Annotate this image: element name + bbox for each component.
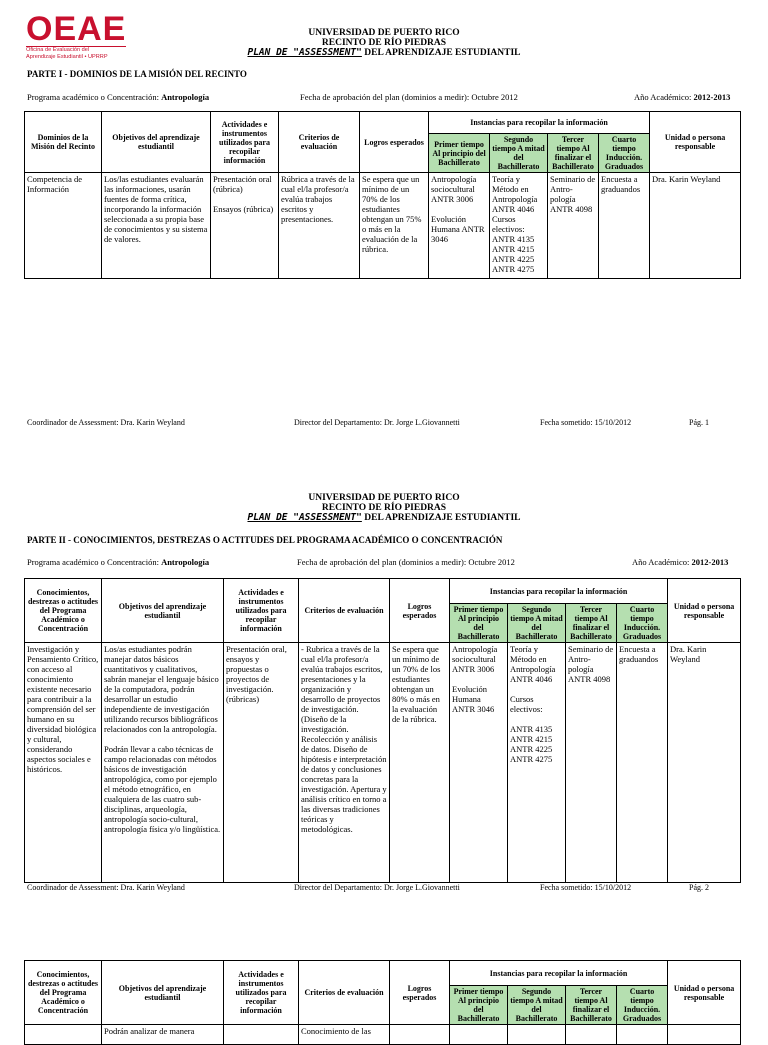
programa-label: Programa académico o Concentración: — [27, 92, 162, 102]
plan-title-suffix: DEL APRENDIZAJE ESTUDIANTIL — [361, 48, 521, 58]
header-campus-2: RECINTO DE RÍO PIEDRAS — [321, 503, 447, 513]
page-number-2: Pág. 2 — [689, 883, 709, 892]
logo-mark: OEAE — [26, 10, 127, 48]
plan-title-prefix-2: PLAN DE "ASSESSMENT" — [247, 512, 362, 523]
cell-cuarto-tiempo-2: Encuesta a graduandos — [617, 643, 668, 883]
col-conocimientos: Conocimientos, destrezas o actitudes del Programa Académico o Concentración — [25, 579, 102, 643]
programa-value: Antropología — [161, 92, 210, 102]
logo-line-1: Oficina de Evaluación del — [26, 46, 126, 54]
parte-title-2: PARTE II - CONOCIMIENTOS, DESTREZAS O ACTITUDES DEL PROGRAMA ACADÉMICO O CONCENTRACIÓN — [27, 535, 503, 545]
cell-segundo-tiempo-2: Teoría y Método en Antropología ANTR 4046 Cursos electivos: ANTR 4135 ANTR 4215 ANTR 4225 ANTR 4275 — [508, 643, 566, 883]
cell-conocimiento-3 — [25, 1025, 102, 1045]
col-objetivos-2: Objetivos del aprendizaje estudiantil — [102, 579, 224, 643]
header-campus: RECINTO DE RÍO PIEDRAS — [321, 38, 447, 48]
col-objetivos-3: Objetivos del aprendizaje estudiantil — [102, 961, 224, 1025]
cell-cuarto-tiempo: Encuesta a graduandos — [599, 173, 650, 279]
anio-label: Año Académico: — [634, 92, 694, 102]
cell-tercer-tiempo-3 — [566, 1025, 617, 1045]
col-dominios: Dominios de la Misión del Recinto — [25, 112, 102, 173]
cell-responsable-2: Dra. Karin Weyland — [668, 643, 741, 883]
sub-tercer-tiempo: Tercer tiempo Al finalizar el Bachillerato — [548, 134, 599, 173]
cell-conocimiento: Investigación y Pensamiento Crítico, con acceso al conocimiento existente necesario para contribuir a la comprensión del ser humano en su diversidad biológica y cultural, considerando aspectos sociales e históricos. — [25, 643, 102, 883]
plan-title-prefix: PLAN DE "ASSESSMENT" — [247, 47, 362, 58]
programa-value-2: Antropología — [161, 557, 210, 567]
sub-primer-tiempo-3: Primer tiempo Al principio del Bachillerato — [450, 986, 508, 1025]
cell-primer-tiempo-2: Antropología sociocultural ANTR 3006 Evolución Humana ANTR 3046 — [450, 643, 508, 883]
anio-label-2: Año Académico: — [632, 557, 692, 567]
footer-coordinador-2: Coordinador de Assessment: Dra. Karin Weyland — [27, 883, 185, 892]
assessment-table-1 — [24, 111, 741, 279]
cell-primer-tiempo-3 — [450, 1025, 508, 1045]
programa-line-2 — [27, 557, 209, 567]
assessment-table-2 — [24, 578, 741, 883]
cell-criterios-2: - Rubrica a través de la cual el/la profesor/a evalúa trabajos escritos, presentaciones y la organización y desarrollo de proyectos de investigación. (Diseño de la investigación. Recolección y análisis de datos. Diseño de hipótesis e interpretación de datos y conclusiones concretas para la investigación. Apertura y análisis crítico en torno a las diversas tradiciones teóricas y metodológicas. — [299, 643, 390, 883]
cell-responsable-3 — [668, 1025, 741, 1045]
cell-segundo-tiempo-3 — [508, 1025, 566, 1045]
cell-logros: Se espera que un mínimo de un 70% de los estudiantes obtengan un 75% o más en la evaluación de la rúbrica. — [360, 173, 429, 279]
footer-director-1: Director del Departamento: Dr. Jorge L.Giovannetti — [294, 418, 460, 427]
cell-responsable: Dra. Karin Weyland — [650, 173, 741, 279]
col-actividades: Actividades e instrumentos utilizados para recopilar información — [211, 112, 279, 173]
footer-director-2: Director del Departamento: Dr. Jorge L.Giovannetti — [294, 883, 460, 892]
parte-title-1: PARTE I - DOMINIOS DE LA MISIÓN DEL RECINTO — [27, 69, 247, 79]
anio-value: 2012-2013 — [693, 92, 731, 102]
col-logros-2: Logros esperados — [390, 579, 450, 643]
anio-academico-1 — [634, 92, 730, 102]
cell-objetivo: Los/las estudiantes evaluarán las informaciones, usarán fuentes de forma crítica, incorporando la información seleccionada a su propia base de conocimientos y su sistema de valores. — [102, 173, 211, 279]
sub-segundo-tiempo-3: Segundo tiempo A mitad del Bachillerato — [508, 986, 566, 1025]
cell-cuarto-tiempo-3 — [617, 1025, 668, 1045]
col-logros-3: Logros esperados — [390, 961, 450, 1025]
col-criterios-3: Criterios de evaluación — [299, 961, 390, 1025]
anio-academico-2 — [632, 557, 728, 567]
cell-logros-3 — [390, 1025, 450, 1045]
sub-tercer-tiempo-2: Tercer tiempo Al finalizar el Bachillerato — [566, 604, 617, 643]
cell-tercer-tiempo-2: Seminario de Antro-pología ANTR 4098 — [566, 643, 617, 883]
cell-actividades-2: Presentación oral, ensayos y propuestas o proyectos de investigación. (rúbricas) — [224, 643, 299, 883]
cell-segundo-tiempo: Teoría y Método en Antropología ANTR 4046 Cursos electivos: ANTR 4135 ANTR 4215 ANTR 4225 ANTR 4275 — [490, 173, 548, 279]
fecha-aprobacion-1: Fecha de aprobación del plan (dominios a medir): Octubre 2012 — [300, 92, 518, 102]
cell-actividades: Presentación oral (rúbrica) Ensayos (rúbrica) — [211, 173, 279, 279]
sub-primer-tiempo-2: Primer tiempo Al principio del Bachillerato — [450, 604, 508, 643]
col-unidad-2: Unidad o persona responsable — [668, 579, 741, 643]
header-university-2: UNIVERSIDAD DE PUERTO RICO — [308, 493, 460, 503]
programa-line-1 — [27, 92, 209, 102]
logo-line-2: Aprendizaje Estudiantil • UPRRP — [26, 54, 108, 60]
footer-fecha-2: Fecha sometido: 15/10/2012 — [540, 883, 632, 892]
col-criterios: Criterios de evaluación — [279, 112, 360, 173]
col-actividades-3: Actividades e instrumentos utilizados para recopilar información — [224, 961, 299, 1025]
col-instancias-2: Instancias para recopilar la información — [450, 579, 668, 604]
plan-title-suffix-2: DEL APRENDIZAJE ESTUDIANTIL — [361, 513, 521, 523]
col-logros: Logros esperados — [360, 112, 429, 173]
cell-tercer-tiempo: Seminario de Antro-pología ANTR 4098 — [548, 173, 599, 279]
cell-logros-2: Se espera que un mínimo de un 70% de los estudiantes obtengan un 80% o más en la evaluación de la rúbrica. — [390, 643, 450, 883]
col-unidad: Unidad o persona responsable — [650, 112, 741, 173]
col-conocimientos-3: Conocimientos, destrezas o actitudes del Programa Académico o Concentración — [25, 961, 102, 1025]
col-unidad-3: Unidad o persona responsable — [668, 961, 741, 1025]
cell-objetivo-3: Podrán analizar de manera — [102, 1025, 224, 1045]
header-plan — [0, 48, 768, 58]
footer-coordinador-1: Coordinador de Assessment: Dra. Karin Weyland — [27, 418, 185, 427]
footer-fecha-1: Fecha sometido: 15/10/2012 — [540, 418, 632, 427]
col-instancias-3: Instancias para recopilar la información — [450, 961, 668, 986]
sub-tercer-tiempo-3: Tercer tiempo Al finalizar el Bachillerato — [566, 986, 617, 1025]
col-actividades-2: Actividades e instrumentos utilizados para recopilar información — [224, 579, 299, 643]
col-criterios-2: Criterios de evaluación — [299, 579, 390, 643]
cell-criterios: Rúbrica a través de la cual el/la profesor/a evalúa trabajos escritos y presentaciones. — [279, 173, 360, 279]
cell-dominio: Competencia de Información — [25, 173, 102, 279]
header-university: UNIVERSIDAD DE PUERTO RICO — [308, 28, 460, 38]
col-instancias: Instancias para recopilar la información — [429, 112, 650, 134]
sub-segundo-tiempo: Segundo tiempo A mitad del Bachillerato — [490, 134, 548, 173]
sub-primer-tiempo: Primer tiempo Al principio del Bachillerato — [429, 134, 490, 173]
programa-label-2: Programa académico o Concentración: — [27, 557, 162, 567]
sub-cuarto-tiempo-2: Cuarto tiempo Inducción. Graduados — [617, 604, 668, 643]
cell-objetivo-2: Los/as estudiantes podrán manejar datos básicos cuantitativos y cualitativos, sabrán manejar el lenguaje básico de la computadora, podrán desarrollar un estudio independiente de investigación utilizando recursos bibliográficos relacionados con la antropología. Podrán llevar a cabo técnicas de campo relacionadas con métodos básicos de investigación antropológica, como por ejemplo el método etnográfico, en cualquiera de las cuatro sub-disciplinas, arqueología, antropología socio-cultural, antropología física y/o lingüística. — [102, 643, 224, 883]
page-number-1: Pág. 1 — [689, 418, 709, 427]
fecha-aprobacion-2: Fecha de aprobación del plan (dominios a medir): Octubre 2012 — [297, 557, 515, 567]
sub-cuarto-tiempo-3: Cuarto tiempo Inducción. Graduados — [617, 986, 668, 1025]
col-objetivos: Objetivos del aprendizaje estudiantil — [102, 112, 211, 173]
assessment-table-3 — [24, 960, 741, 1045]
cell-criterios-3: Conocimiento de las — [299, 1025, 390, 1045]
sub-segundo-tiempo-2: Segundo tiempo A mitad del Bachillerato — [508, 604, 566, 643]
cell-primer-tiempo: Antropología sociocultural ANTR 3006 Evolución Humana ANTR 3046 — [429, 173, 490, 279]
anio-value-2: 2012-2013 — [691, 557, 729, 567]
sub-cuarto-tiempo: Cuarto tiempo Inducción. Graduados — [599, 134, 650, 173]
cell-actividades-3 — [224, 1025, 299, 1045]
header-plan-2 — [0, 513, 768, 523]
